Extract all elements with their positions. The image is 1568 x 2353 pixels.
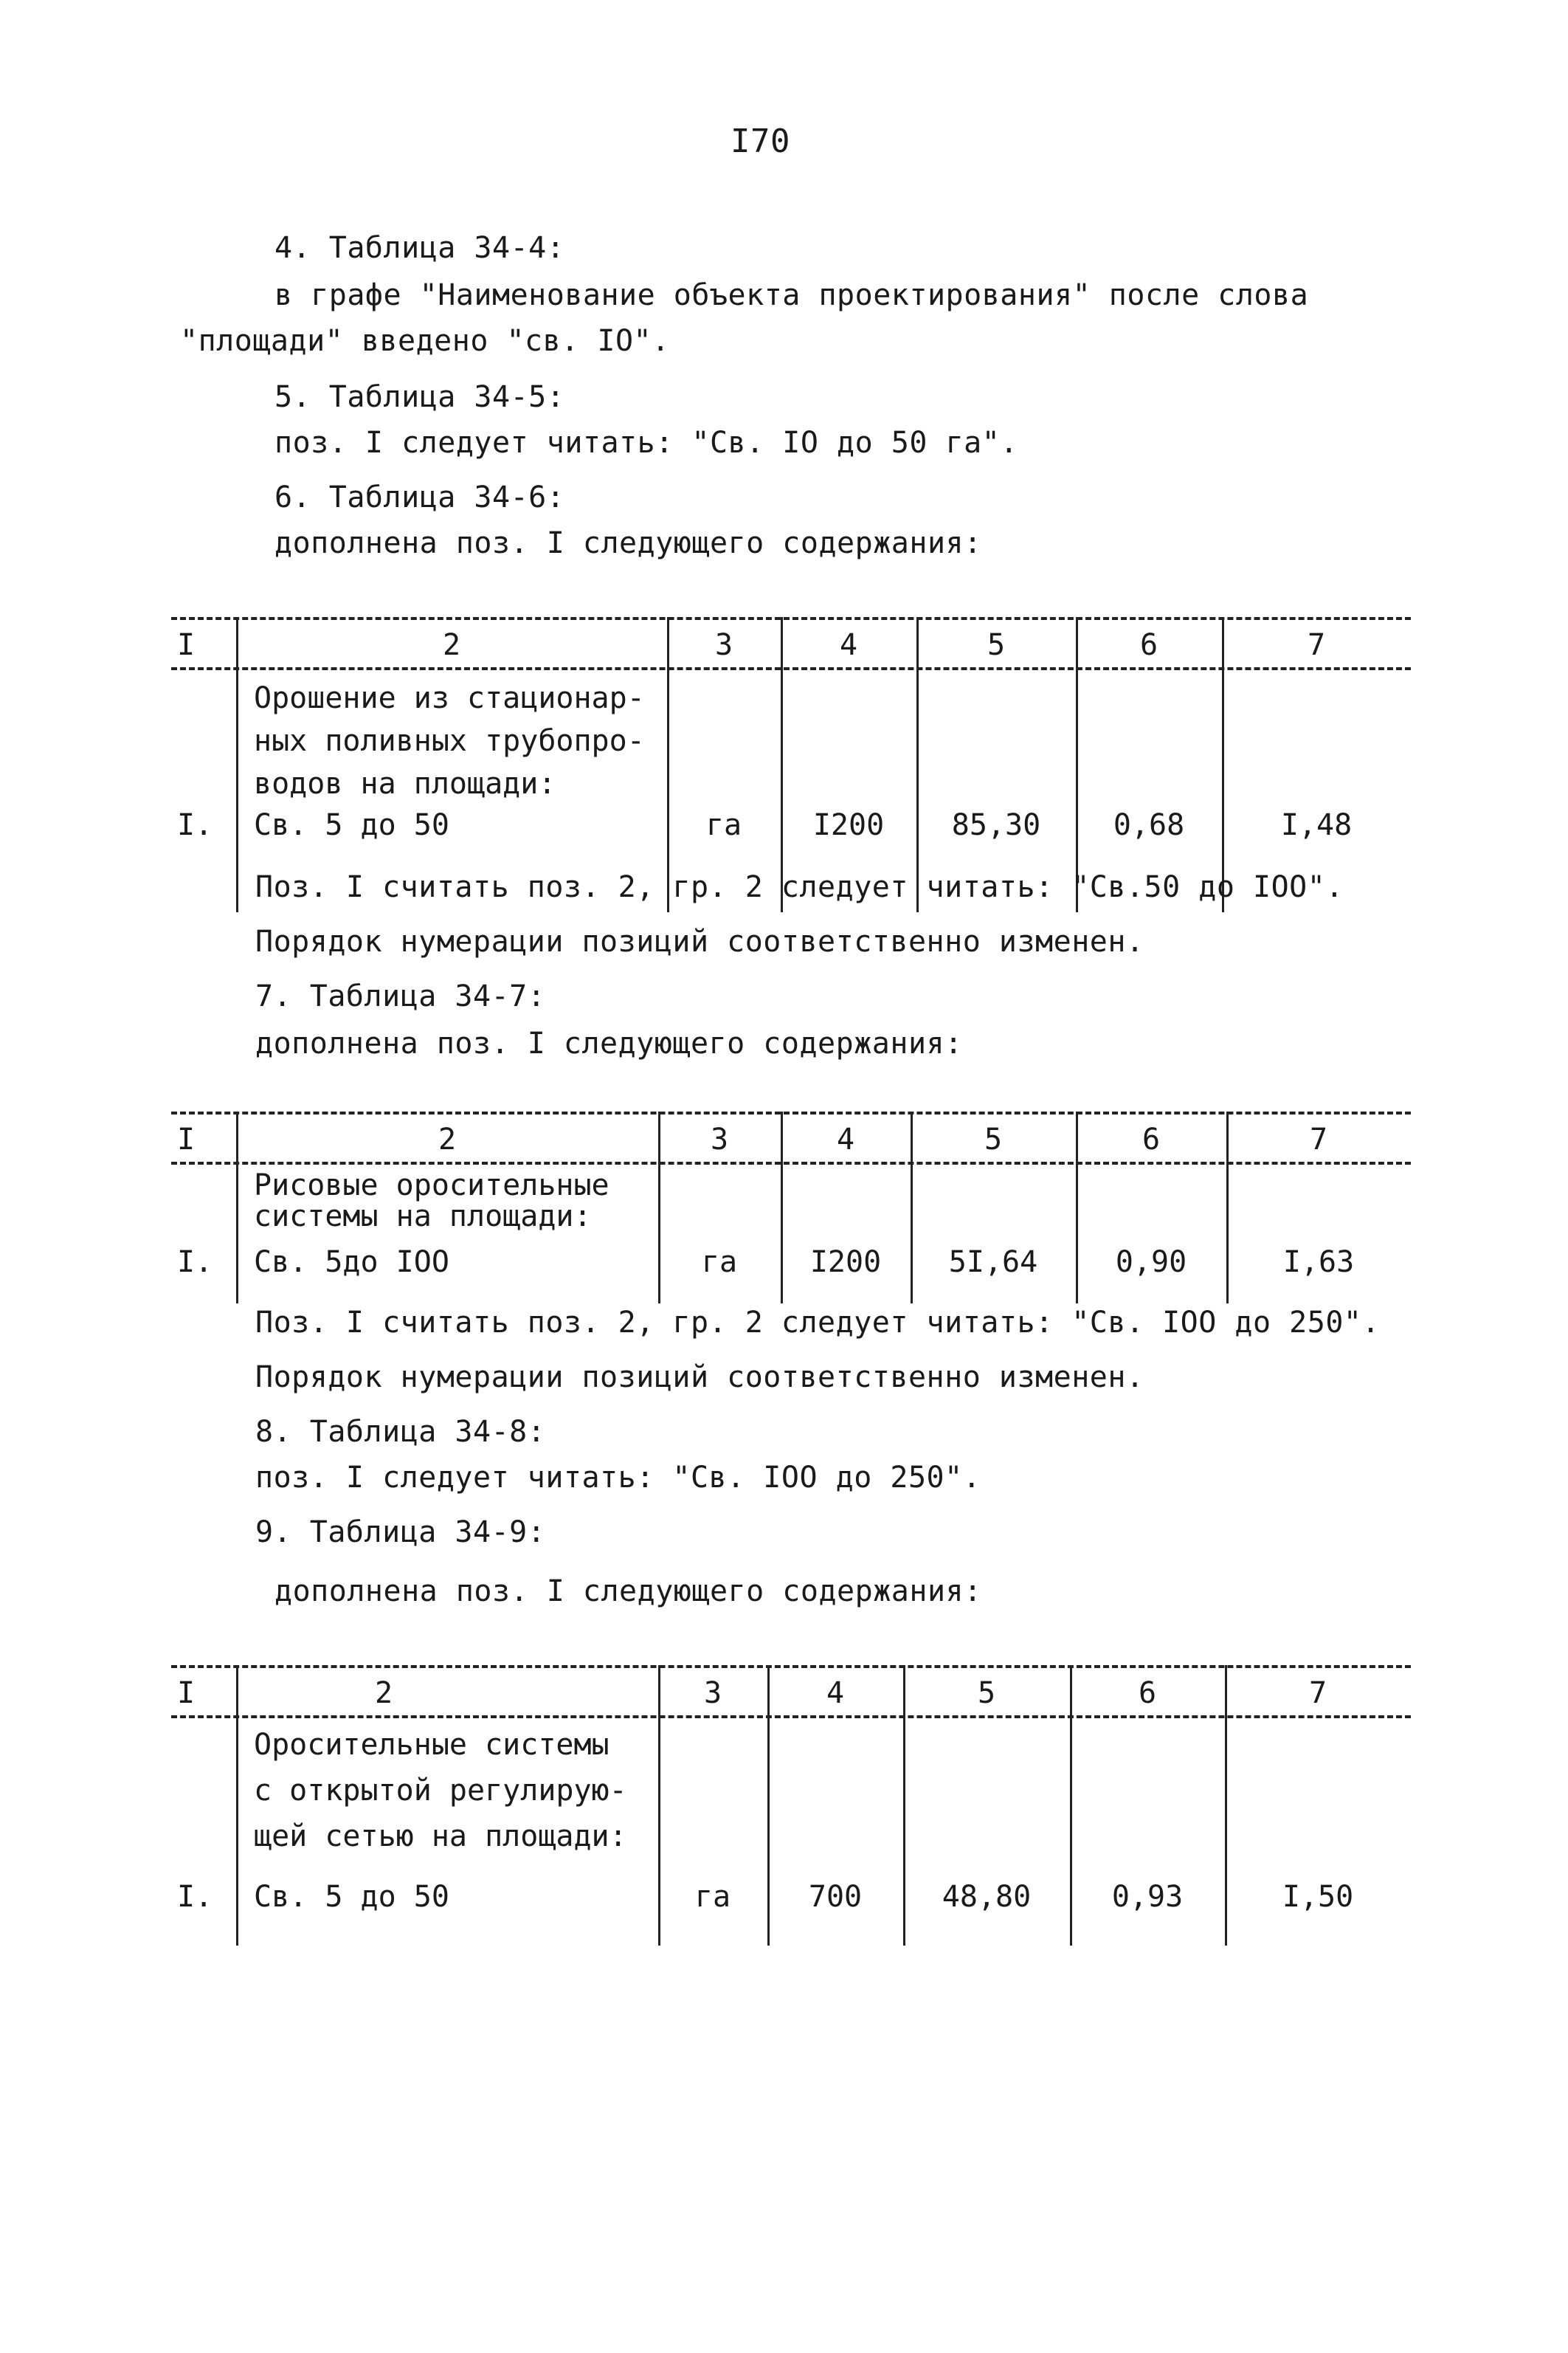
table-34-7 bbox=[171, 1101, 1411, 1308]
col-7-cell: I,50 bbox=[1282, 1880, 1354, 1914]
table-top-rule bbox=[171, 617, 1411, 620]
col-5-cell: 48,80 bbox=[942, 1880, 1032, 1914]
name-line: Св. 5до IOO bbox=[254, 1245, 449, 1279]
col-6-cell: 0,93 bbox=[1111, 1880, 1184, 1914]
section-7-title: 7. Таблица 34-7: bbox=[255, 979, 546, 1013]
section-8-line-1: поз. I следует читать: "Св. IOO до 250". bbox=[255, 1461, 981, 1495]
unit-cell: га bbox=[694, 1880, 731, 1914]
col-5-cell: 85,30 bbox=[951, 808, 1041, 842]
name-line: ных поливных трубопро- bbox=[254, 724, 645, 758]
header-col-3: 3 bbox=[710, 1123, 729, 1157]
section-4-line-2: "площади" введено "св. IO". bbox=[180, 324, 670, 358]
table-header-rule bbox=[171, 667, 1411, 670]
page-number: I70 bbox=[731, 123, 790, 160]
col-5-cell: 5I,64 bbox=[948, 1245, 1038, 1279]
name-line: с открытой регулирую- bbox=[254, 1774, 627, 1808]
name-line: Оросительные системы bbox=[254, 1728, 609, 1762]
col-4-cell: I200 bbox=[812, 808, 885, 842]
header-col-5: 5 bbox=[987, 628, 1006, 662]
header-col-6: 6 bbox=[1142, 1123, 1161, 1157]
name-line: Св. 5 до 50 bbox=[254, 808, 449, 842]
name-line: водов на площади: bbox=[254, 767, 556, 801]
header-col-1: I bbox=[177, 628, 196, 662]
header-col-1: I bbox=[177, 1123, 196, 1157]
position-number: I. bbox=[177, 1880, 213, 1914]
header-col-5: 5 bbox=[977, 1676, 996, 1710]
section-4-title: 4. Таблица 34-4: bbox=[274, 231, 565, 265]
header-col-4: 4 bbox=[839, 628, 858, 662]
header-col-4: 4 bbox=[836, 1123, 855, 1157]
section-9-title: 9. Таблица 34-9: bbox=[255, 1515, 546, 1549]
section-9-line-1: дополнена поз. I следующего содержания: bbox=[274, 1574, 982, 1608]
unit-cell: га bbox=[705, 808, 742, 842]
header-col-4: 4 bbox=[826, 1676, 845, 1710]
section-5-line-1: поз. I следует читать: "Св. IO до 50 га". bbox=[274, 426, 1018, 460]
section-4-line-1: в графе "Наименование объекта проектирования" после слова bbox=[274, 278, 1309, 312]
col-4-cell: I200 bbox=[809, 1245, 882, 1279]
header-col-5: 5 bbox=[984, 1123, 1003, 1157]
section-6-title: 6. Таблица 34-6: bbox=[274, 480, 565, 514]
section-8-title: 8. Таблица 34-8: bbox=[255, 1415, 546, 1449]
name-line: Рисовые оросительные bbox=[254, 1168, 609, 1202]
position-number: I. bbox=[177, 1245, 213, 1279]
header-col-6: 6 bbox=[1138, 1676, 1157, 1710]
header-col-2: 2 bbox=[442, 628, 461, 662]
header-col-1: I bbox=[177, 1676, 196, 1710]
header-col-2: 2 bbox=[438, 1123, 457, 1157]
header-col-2: 2 bbox=[374, 1676, 393, 1710]
name-line: щей сетью на площади: bbox=[254, 1819, 627, 1853]
table-34-9 bbox=[171, 1655, 1411, 1950]
unit-cell: га bbox=[701, 1245, 738, 1279]
col-4-cell: 700 bbox=[808, 1880, 863, 1914]
header-col-7: 7 bbox=[1307, 628, 1326, 662]
header-col-7: 7 bbox=[1309, 1123, 1328, 1157]
header-col-3: 3 bbox=[714, 628, 733, 662]
col-6-cell: 0,68 bbox=[1113, 808, 1185, 842]
header-col-3: 3 bbox=[703, 1676, 722, 1710]
section-6-line-1: дополнена поз. I следующего содержания: bbox=[274, 526, 982, 560]
section-5-title: 5. Таблица 34-5: bbox=[274, 380, 565, 414]
col-6-cell: 0,90 bbox=[1115, 1245, 1187, 1279]
section-6-note-1: Поз. I считать поз. 2, гр. 2 следует читать: "Св.50 до IOO". bbox=[255, 870, 1344, 904]
position-number: I. bbox=[177, 808, 213, 842]
table-header-rule bbox=[171, 1162, 1411, 1165]
header-col-6: 6 bbox=[1139, 628, 1158, 662]
header-col-7: 7 bbox=[1308, 1676, 1327, 1710]
section-7-note-1: Поз. I считать поз. 2, гр. 2 следует читать: "Св. IOO до 250". bbox=[255, 1306, 1381, 1340]
section-6-note-2: Порядок нумерации позиций соответственно изменен. bbox=[255, 925, 1144, 959]
table-top-rule bbox=[171, 1112, 1411, 1115]
name-line: Орошение из стационар- bbox=[254, 681, 645, 715]
name-line: системы на площади: bbox=[254, 1199, 592, 1233]
section-7-line-1: дополнена поз. I следующего содержания: bbox=[255, 1027, 963, 1061]
section-7-note-2: Порядок нумерации позиций соответственно изменен. bbox=[255, 1360, 1144, 1394]
name-line: Св. 5 до 50 bbox=[254, 1880, 449, 1914]
col-7-cell: I,48 bbox=[1280, 808, 1353, 842]
col-7-cell: I,63 bbox=[1282, 1245, 1355, 1279]
